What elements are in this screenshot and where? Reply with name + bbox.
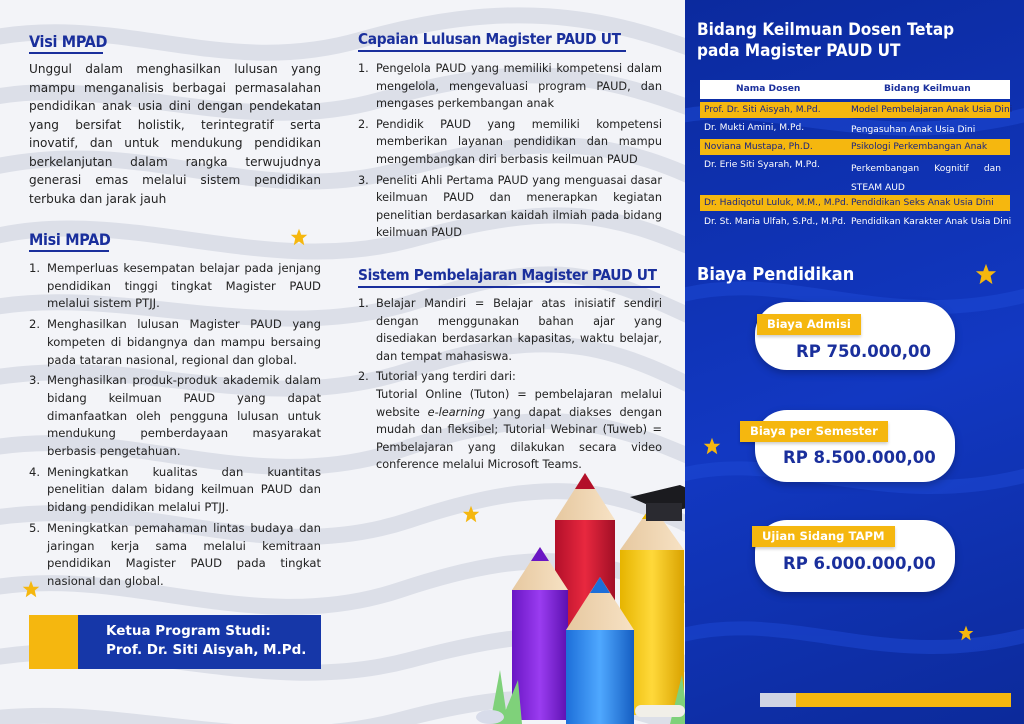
- list-item: 3. Peneliti Ahli Pertama PAUD yang menguasai dasar keilmuan PAUD dan menerapkan kegiatan penelitian berdasarkan kaidah ilmiah pada bidang keilmuan PAUD: [358, 173, 662, 240]
- sistem-list: [358, 295, 662, 477]
- biaya-title: Biaya Pendidikan: [697, 264, 855, 285]
- list-item: 5. Meningkatkan pemahaman lintas budaya dan jaringan kerja sama melalui kemitraan pendidikan Magister PAUD pada tingkat nasional dan global.: [29, 520, 321, 588]
- misi-list: [29, 260, 321, 594]
- ketua-name: Prof. Dr. Siti Aisyah, M.Pd.: [106, 642, 307, 658]
- visi-title: Visi MPAD: [29, 32, 108, 51]
- col-header-bidang: Bidang Keilmuan: [884, 84, 971, 94]
- biaya-label: Biaya per Semester: [740, 421, 888, 442]
- list-item: 4. Meningkatkan kualitas dan kuantitas penelitian dalam bidang keilmuan PAUD dan bidang pendidikan melalui PTJJ.: [29, 464, 321, 515]
- bidang-title: Bidang Keilmuan Dosen Tetap pada Magister PAUD UT: [697, 20, 955, 61]
- biaya-amount: RP 8.500.000,00: [783, 448, 936, 467]
- capaian-underline: [358, 50, 626, 52]
- sistem-underline: [358, 286, 660, 288]
- star-icon: [22, 580, 40, 598]
- star-icon: [975, 263, 997, 285]
- list-item: 3. Menghasilkan produk-produk akademik dalam bidang keilmuan PAUD yang dapat dimanfaatkan oleh pengguna lulusan untuk mendukung pemberdayaan masyarakat berbasis pengetahuan.: [29, 373, 321, 459]
- ketua-label: Ketua Program Studi:: [106, 623, 271, 639]
- ketua-gold-block: [29, 615, 78, 669]
- visi-text: Unggul dalam menghasilkan lulusan yang mampu menganalisis berbagai permasalahan pendidikan anak usia dini dengan pendekatan yang bersifat holistik, terintegratif serta inovatif, dan untuk mendukung pendidikan berkelanjutan dalam rangka terwujudnya generasi emas melalui sistem pendidikan terbuka dan jarak jauh: [29, 62, 321, 206]
- table-row: Dr. Erie Siti Syarah, M.Pd. Perkembangan Kognitif dan STEAM AUD: [704, 160, 1001, 193]
- biaya-amount: RP 6.000.000,00: [783, 554, 936, 573]
- star-icon: [703, 437, 721, 455]
- table-row: Noviana Mustapa, Ph.D. Psikologi Perkembangan Anak: [700, 139, 1010, 155]
- list-item: 1. Memperluas kesempatan belajar pada jenjang pendidikan tinggi tingkat Magister PAUD melalui sistem PTJJ.: [29, 261, 321, 311]
- capaian-title: Capaian Lulusan Magister PAUD UT: [358, 30, 621, 48]
- table-header: [700, 80, 1010, 99]
- table-row: Dr. St. Maria Ulfah, S.Pd., M.Pd. Pendidikan Karakter Anak Usia Dini: [704, 217, 1012, 227]
- visi-underline: [29, 52, 103, 54]
- list-item: 1. Pengelola PAUD yang memiliki kompetensi dalam mengelola, mengevaluasi program PAUD, dan mengases perkembangan anak: [358, 62, 662, 111]
- table-row: Prof. Dr. Siti Aisyah, M.Pd. Model Pembelajaran Anak Usia Dini: [700, 102, 1010, 118]
- bottom-bar-gold: [796, 693, 1011, 707]
- biaya-label: Biaya Admisi: [757, 314, 861, 335]
- bottom-bar-grey: [760, 693, 796, 707]
- star-icon: [958, 625, 974, 641]
- star-icon: [462, 505, 480, 523]
- table-row: Dr. Hadiqotul Luluk, M.M., M.Pd. Pendidikan Seks Anak Usia Dini: [700, 195, 1010, 211]
- sistem-title: Sistem Pembelajaran Magister PAUD UT: [358, 266, 657, 284]
- biaya-label: Ujian Sidang TAPM: [752, 526, 895, 547]
- list-item: 2. Menghasilkan lulusan Magister PAUD yang kompeten di bidangnya dan mampu bersaing pada tataran nasional, regional dan global.: [29, 317, 321, 367]
- misi-title: Misi MPAD: [29, 230, 111, 249]
- col-header-nama: Nama Dosen: [736, 84, 801, 94]
- biaya-admisi-card: [755, 302, 955, 370]
- capaian-list: [358, 60, 662, 245]
- biaya-amount: RP 750.000,00: [796, 342, 931, 361]
- star-icon: [290, 228, 308, 246]
- list-item: 2. Tutorial yang terdiri dari: Tutorial Online (Tuton) = pembelajaran melalui website e-learning yang dapat diakses dengan mudah dan fleksibel; Tutorial Webinar (Tuweb) = Pembelajaran yang dilakukan secara video conference melalui Microsoft Teams.: [358, 370, 663, 472]
- misi-underline: [29, 250, 109, 252]
- list-item: 1. Belajar Mandiri = Belajar atas inisiatif sendiri dengan menggunakan bahan ajar yang disediakan berdasarkan kapasitas, waktu belajar, dan tempat mahasiswa.: [358, 297, 662, 363]
- table-row: Dr. Mukti Amini, M.Pd. Pengasuhan Anak Usia Dini: [704, 123, 976, 135]
- ketua-box: [29, 615, 321, 669]
- list-item: 2. Pendidik PAUD yang memiliki kompetensi memberikan layanan pendidikan dan mampu mengembangkan diri berbasis keilmuan PAUD: [358, 117, 662, 166]
